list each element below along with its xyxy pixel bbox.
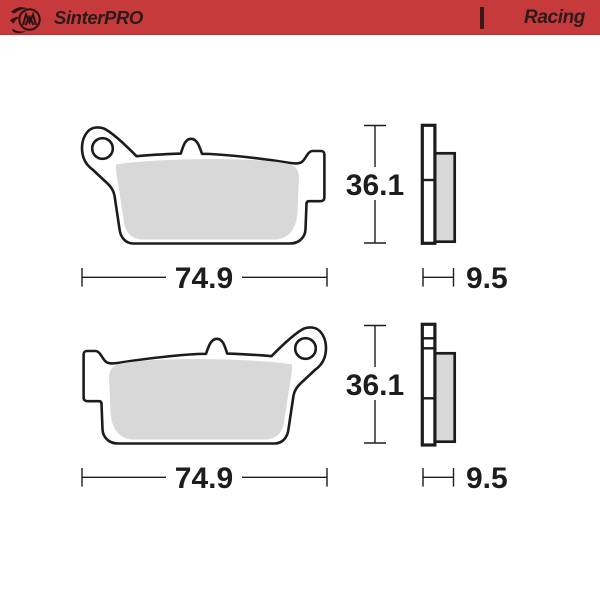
- lower-pad-edge-view: [422, 324, 454, 445]
- lower-thickness-value: 9.5: [466, 462, 508, 495]
- lower-edge-friction-material: [435, 353, 455, 441]
- lower-pad-face-view: [84, 327, 326, 443]
- upper-width-dimension: [82, 261, 327, 295]
- lower-height-value: 36.1: [345, 369, 405, 402]
- upper-pad-edge-view: [422, 125, 454, 243]
- product-line-label: Racing: [524, 7, 585, 28]
- brand-name: SinterPRO: [54, 7, 143, 28]
- upper-height-dimension: [345, 126, 405, 244]
- lower-edge-backing-plate: [422, 324, 435, 445]
- lower-height-dimension: [345, 326, 405, 444]
- upper-height-value: 36.1: [345, 169, 405, 202]
- upper-thickness-value: 9.5: [466, 262, 508, 295]
- upper-pad-face-view: [82, 127, 324, 243]
- lower-width-value: 74.9: [174, 462, 234, 495]
- upper-width-value: 74.9: [174, 262, 234, 295]
- upper-edge-friction-material: [435, 153, 455, 241]
- upper-thickness-dimension: [423, 262, 508, 295]
- lower-thickness-dimension: [423, 462, 508, 495]
- lower-width-dimension: [82, 461, 327, 495]
- upper-edge-backing-plate: [422, 125, 435, 243]
